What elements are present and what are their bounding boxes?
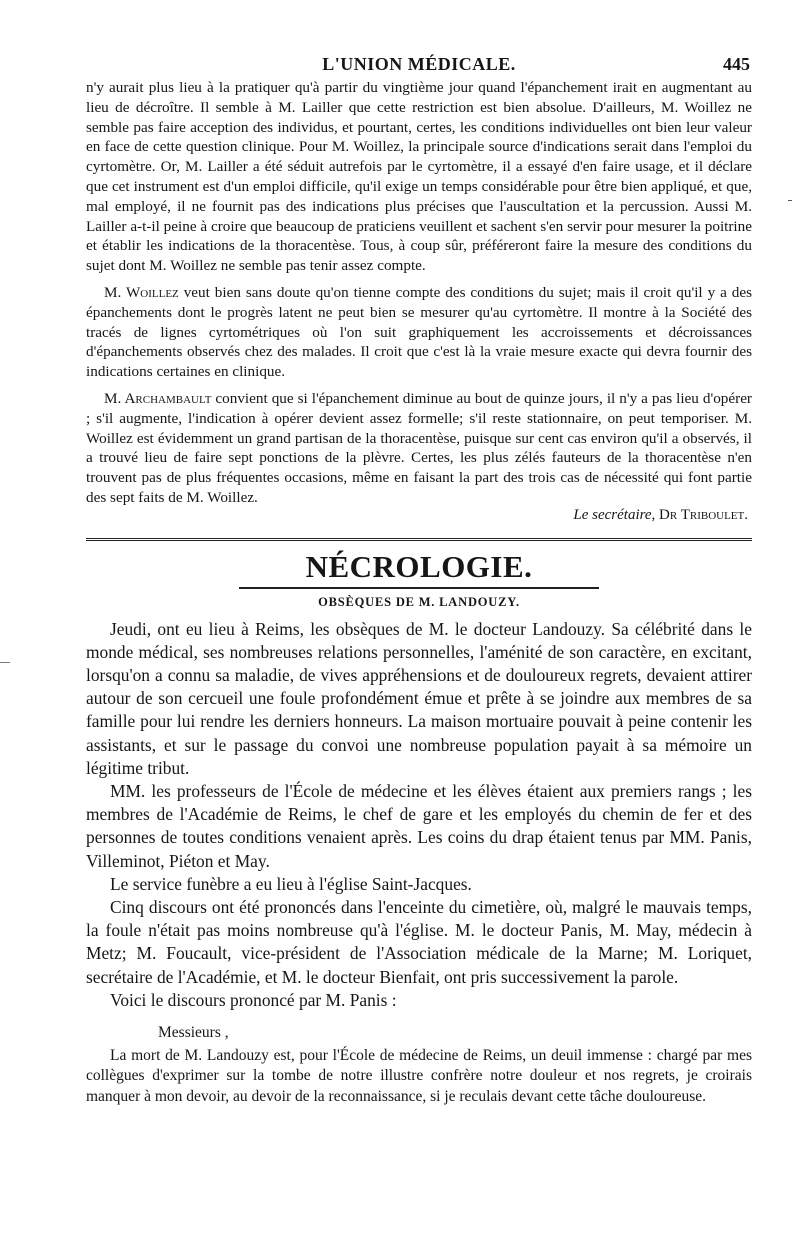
paragraph-text: veut bien sans doute qu'on tienne compte des conditions du sujet; mais il croit qu'il y a des épanchements dont le progrès latent ne peut bien se mesurer qu'au cyrtomètre. Il montre à la Société des tracés de lignes cyrtométriques où l'on suit graphiquement les accroissements et décroissances d'épanchements observés chez des malades. Il croit que c'est là la vraie mesure exacte qui devra fournir des indications certaines en clinique. [86, 283, 752, 381]
obituary-paragraph: Le service funèbre a eu lieu à l'église Saint-Jacques. [110, 873, 472, 894]
obituary-paragraph: MM. les professeurs de l'École de médecine et les élèves étaient aux premiers rangs ; les membres de l'Académie de Reims, le chef de gare et les employés du chemin de fer et des personnes de toutes conditions venaient après. Les coins du drap étaient tenus par MM. Panis, Villeminot, Piéton et May. [86, 780, 752, 871]
report-paragraph-lailler: n'y aurait plus lieu à la pratiquer qu'à partir du vingtième jour quand l'épanchement irait en augmentant au lieu de décroître. Il semble à M. Lailler que cette restriction est bien absolue. D'ailleurs, M. Woillez ne semble pas faire acception des individus, et pourtant, certes, les conditions individuelles ont bien leur valeur en face de cette question clinique. Pour M. Woillez, la principale source d'indications serait dans l'emploi du cyrtomètre. Or, M. Lailler a été séduit autrefois par le cyrtomètre, il a essayé d'en faire usage, et il déclare que cet instrument est d'un emploi difficile, qu'il exige un temps considérable pour être bien appliqué, et que, mal employé, il ne fournit pas des indications plus précises que l'auscultation et la percussion. Aussi M. Lailler a-t-il peine à croire que beaucoup de praticiens veuillent et sachent s'en servir pour mesurer la poitrine et établir les indications de la thoracentèse. Tous, à coup sûr, préféreront faire la mesure des conditions du sujet dont M. Woillez ne semble pas tenir assez compte. [86, 79, 752, 275]
running-title: L'UNION MÉDICALE. [322, 54, 516, 74]
signature [86, 506, 752, 526]
paragraph-text: convient que si l'épanchement diminue au bout de quinze jours, il n'y a pas lieu d'opérer ; s'il augmente, l'indication à opérer devient assez formelle; s'il reste stationnaire, on peut temporiser. M. Woillez est évidemment un grand partisan de la thoracentèse, puisque sur cent cas environ qu'il a observés, il a trouvé lieu de faire sept ponctions de la plèvre. Certes, les plus zélés fauteurs de la thoracentèse n'en trouvent pas de plus fréquentes occasions, même en faisant la part des trois cas de nécessité qui font partie des sept faits de M. Woillez. [86, 389, 752, 506]
obituary-body [86, 618, 752, 1012]
margin-dash [788, 200, 792, 201]
speaker-name: M. Archambault [104, 389, 212, 407]
page [86, 52, 752, 1107]
signature-name: Dr Triboulet. [659, 506, 748, 523]
section-title: NÉCROLOGIE. [305, 548, 533, 584]
page-edge-mark [0, 662, 10, 663]
speech-salutation: Messieurs , [158, 1023, 229, 1041]
society-report [86, 78, 752, 526]
report-paragraph-woillez [86, 283, 752, 382]
speech-paragraph: La mort de M. Landouzy est, pour l'École de médecine de Reims, un deuil immense : chargé par mes collègues d'exprimer sur la tombe de notre illustre confrère notre douleur et nos regrets, je croirais manquer à mon devoir, au devoir de la reconnaissance, si je reculais devant cette tâche douloureuse. [86, 1046, 752, 1105]
speaker-name: M. Woillez [104, 283, 179, 301]
running-header [86, 52, 752, 78]
title-underline [239, 587, 599, 589]
section-subtitle: OBSÈQUES DE M. LANDOUZY. [318, 594, 520, 609]
speech-body [86, 1046, 752, 1108]
section-rule [86, 538, 752, 541]
obituary-paragraph: Cinq discours ont été prononcés dans l'enceinte du cimetière, où, malgré le mauvais temps, la foule n'était pas moins nombreuse qu'à l'église. M. le docteur Panis, M. May, médecin à Metz; M. Foucault, vice-président de l'Association médicale de la Marne; M. Loriquet, secrétaire de l'Académie, et M. le docteur Bienfait, ont pris successivement la parole. [86, 896, 752, 987]
obituary-paragraph: Voici le discours prononcé par M. Panis : [110, 989, 397, 1010]
signature-role: Le secrétaire [573, 506, 652, 523]
signature-separator: , [651, 506, 660, 523]
report-paragraph-archambault [86, 389, 752, 508]
obituary-paragraph: Jeudi, ont eu lieu à Reims, les obsèques de M. le docteur Landouzy. Sa célébrité dans le monde médical, ses nombreuses relations personnelles, l'aménité de son caractère, en excitant, lorsqu'on a connu sa maladie, de vives appréhensions et de douloureux regrets, devaient attirer autour de son cercueil une foule profondément émue et prête à se joindre aux membres de sa famille pour lui rendre les derniers honneurs. La maison mortuaire pouvait à peine contenir les assistants, et sur le passage du convoi une nombreuse population payait à sa mémoire un légitime tribut. [86, 618, 752, 778]
page-number: 445 [723, 54, 750, 74]
